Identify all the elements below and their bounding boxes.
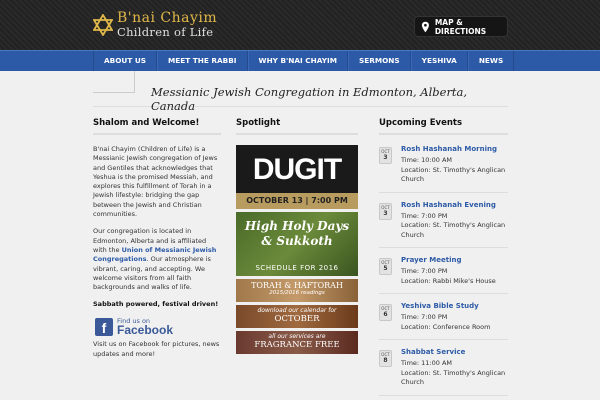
event-day: 5: [383, 265, 388, 272]
event-title[interactable]: Rosh Hashanah Evening: [401, 200, 496, 209]
nav-item-news[interactable]: NEWS: [468, 51, 514, 71]
dugit-title: DUGIT: [252, 153, 342, 186]
fragrance-line-1: all our services are: [268, 333, 326, 340]
event-item: [379, 145, 508, 193]
torah-subtitle: 2015/2016 readings: [269, 290, 325, 296]
event-item: [379, 302, 508, 340]
holy-days-subtitle: & Sukkoth: [261, 234, 333, 248]
spotlight-heading: Spotlight: [236, 118, 358, 135]
spotlight-card-torah-haftorah[interactable]: [236, 279, 358, 302]
event-item: [379, 348, 508, 396]
nav-item-sermons[interactable]: SERMONS: [348, 51, 411, 71]
event-month: OCT: [381, 204, 390, 210]
nav-item-why-bnai-chayim[interactable]: WHY B'NAI CHAYIM: [248, 51, 348, 71]
calendar-date-icon: [379, 203, 392, 220]
facebook-badge[interactable]: [95, 318, 221, 337]
welcome-column: [93, 118, 221, 367]
calendar-date-icon: [379, 258, 392, 275]
event-day: 6: [383, 311, 388, 318]
event-item: [379, 256, 508, 294]
map-pin-icon: [421, 21, 430, 33]
facebook-wordmark: Facebook: [117, 323, 174, 338]
event-time: Time: 11:00 AM: [401, 359, 453, 367]
event-time: Time: 7:00 PM: [401, 211, 448, 220]
torah-title: TORAH & HAFTORAH: [251, 281, 343, 290]
event-title[interactable]: Prayer Meeting: [401, 256, 462, 264]
event-location: Location: Conference Room: [401, 322, 491, 331]
spotlight-card-calendar[interactable]: [236, 305, 358, 328]
calendar-date-icon: [379, 147, 392, 164]
umjc-link[interactable]: Union of Messianic Jewish Congregations: [93, 245, 217, 264]
facebook-icon: f: [95, 318, 113, 336]
nav-item-yeshiva[interactable]: YESHIVA: [411, 51, 468, 71]
logo-title: B'nai Chayim: [117, 10, 218, 26]
banner-decoration: [93, 71, 135, 93]
banner-tagline: Messianic Jewish Congregation in Edmonton, Alberta, Canada: [151, 85, 468, 113]
star-of-david-icon: [93, 14, 113, 36]
spotlight-card-dugit[interactable]: [236, 145, 358, 209]
welcome-heading: Shalom and Welcome!: [93, 118, 221, 135]
spotlight-card-fragrance-free[interactable]: [236, 331, 358, 354]
holy-days-schedule: SCHEDULE FOR 2016: [255, 264, 339, 272]
calendar-line-2: OCTOBER: [274, 314, 320, 324]
map-directions-button[interactable]: [414, 16, 508, 37]
welcome-text-part: . Our atmosphere is vibrant, caring, and accepting. We welcome visitors from all faith backgrounds and walks of life.: [93, 255, 211, 292]
events-column: [379, 118, 508, 400]
calendar-date-icon: [379, 304, 392, 321]
event-day: 3: [383, 209, 388, 217]
event-time: Time: 7:00 PM: [401, 267, 448, 275]
map-directions-label: MAP & DIRECTIONS: [434, 17, 487, 36]
welcome-paragraph-1: B'nai Chayim (Children of Life) is a Messianic Jewish congregation of Jews and Gentiles that acknowledges that Yeshua is the promised Messiah, and explores this fulfillment of Torah in a Jewish lifestyle: bridging the gap between the Jewish and Christian communities.: [93, 145, 218, 219]
welcome-text-part: Our congregation is located in Edmonton, Alberta and is affiliated with the: [93, 227, 207, 254]
event-month: OCT: [381, 306, 390, 311]
nav-item-about-us[interactable]: ABOUT US: [93, 51, 157, 71]
main-nav: [0, 50, 600, 71]
event-month: OCT: [381, 149, 390, 154]
holy-days-title: High Holy Days: [244, 219, 350, 233]
facebook-description: Visit us on Facebook for pictures, news updates and more!: [93, 340, 220, 358]
logo-subtitle: Children of Life: [117, 25, 214, 39]
event-time: Time: 10:00 AM: [401, 156, 453, 164]
fragrance-line-2: FRAGRANCE FREE: [254, 340, 340, 350]
dugit-date: OCTOBER 13 | 7:00 PM: [236, 193, 358, 209]
nav-item-meet-the-rabbi[interactable]: MEET THE RABBI: [157, 51, 247, 71]
events-heading: Upcoming Events: [379, 118, 508, 135]
event-day: 8: [383, 357, 388, 364]
event-title[interactable]: Rosh Hashanah Morning: [401, 145, 497, 153]
event-month: OCT: [381, 352, 390, 357]
welcome-paragraph-2: [93, 227, 221, 292]
spotlight-card-high-holy-days[interactable]: [236, 212, 358, 276]
facebook-find-us: Find us on: [117, 316, 151, 325]
welcome-tagline: Sabbath powered, festival driven!: [93, 300, 219, 309]
event-item: [379, 201, 508, 249]
event-location: Location: St. Timothy's Anglican Church: [401, 165, 506, 183]
calendar-date-icon: [379, 350, 392, 367]
event-day: 3: [383, 154, 388, 161]
page-banner: [93, 71, 508, 113]
event-location: Location: St. Timothy's Anglican Church: [401, 368, 506, 386]
event-location: Location: St. Timothy's Anglican Church: [401, 221, 506, 239]
event-title[interactable]: Yeshiva Bible Study: [401, 302, 479, 310]
event-month: OCT: [381, 260, 390, 265]
event-title[interactable]: Shabbat Service: [401, 348, 466, 356]
calendar-line-1: download our calendar for: [257, 307, 337, 314]
event-location: Location: Rabbi Mike's House: [401, 276, 496, 285]
site-header: [0, 0, 600, 50]
event-time: Time: 7:00 PM: [401, 313, 448, 321]
site-logo[interactable]: [93, 11, 217, 39]
spotlight-column: [236, 118, 358, 357]
